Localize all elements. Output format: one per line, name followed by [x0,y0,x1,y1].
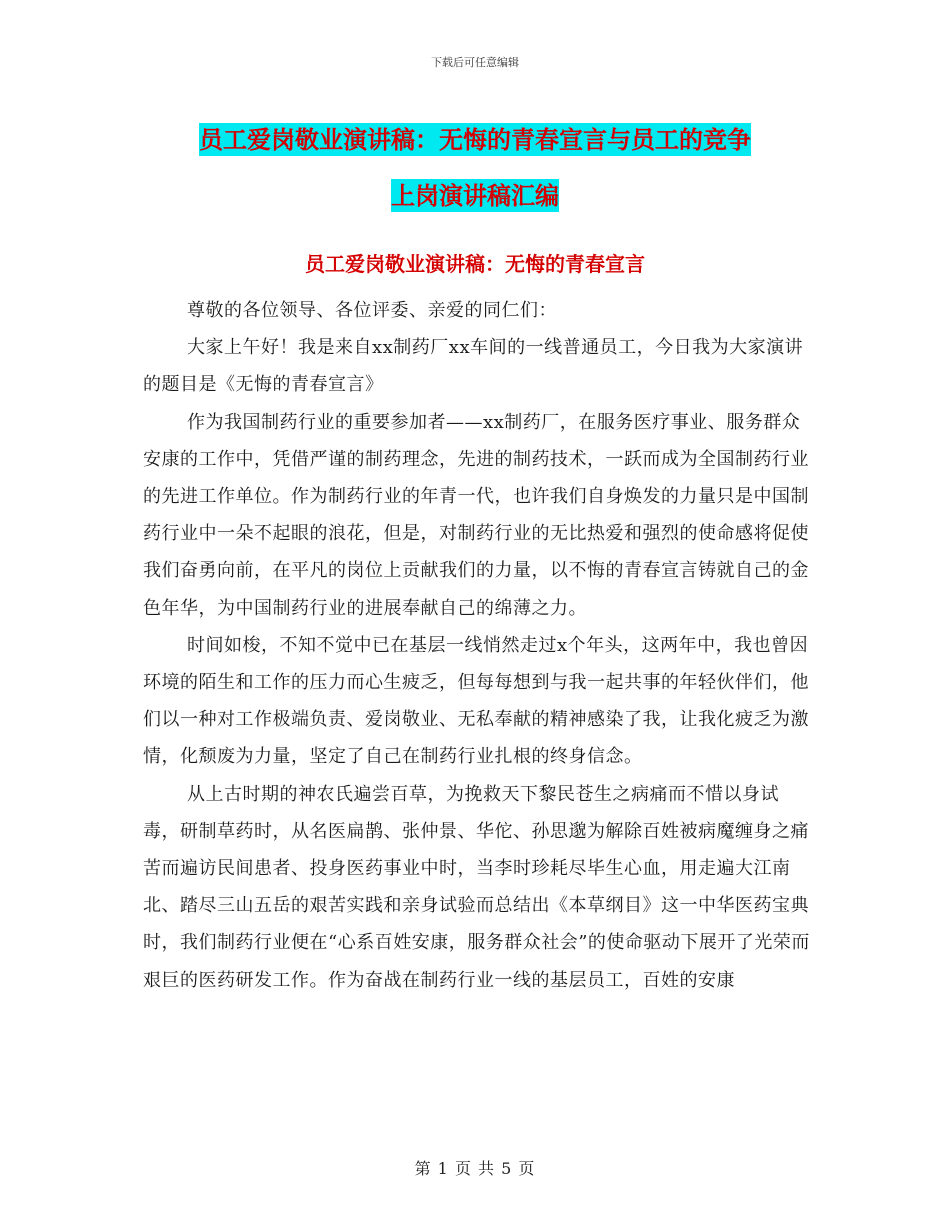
body-paragraph-1: 大家上午好！我是来自xx制药厂xx车间的一线普通员工，今日我为大家演讲的题目是《无悔的青春宣言》 [143,337,804,396]
body-paragraph-2: 作为我国制药行业的重要参加者——xx制药厂，在服务医疗事业、服务群众安康的工作中，凭借严谨的制药理念，先进的制药技术，一跃而成为全国制药行业的先进工作单位。作为制药行业的年青一代，也许我们自身焕发的力量只是中国制药行业中一朵不起眼的浪花，但是，对制药行业的无比热爱和强烈的使命感将促使我们奋勇向前，在平凡的岗位上贡献我们的力量，以不悔的青春宣言铸就自己的金色年华，为中国制药行业的进展奉献自己的绵薄之力。 [143,411,809,619]
body-paragraph-4: 从上古时期的神农氏遍尝百草，为挽救天下黎民苍生之病痛而不惜以身试毒，研制草药时，从名医扁鹊、张仲景、华佗、孙思邈为解除百姓被病魔缠身之痛苦而遍访民间患者、投身医药事业中时，当李时珍耗尽毕生心血，用走遍大江南北、踏尽三山五岳的艰苦实践和亲身试验而总结出《本草纲目》这一中华医药宝典时，我们制药行业便在“心系百姓安康，服务群众社会”的使命驱动下展开了光荣而艰巨的医药研发工作。作为奋战在制药行业一线的基层员工，百姓的安康 [143,783,810,991]
body-paragraph-3: 时间如梭，不知不觉中已在基层一线悄然走过x个年头，这两年中，我也曾因环境的陌生和工作的压力而心生疲乏，但每每想到与我一起共事的年轻伙伴们，他们以一种对工作极端负责、爱岗敬业、无私奉献的精神感染了我，让我化疲乏为激情，化颓废为力量，坚定了自己在制药行业扎根的终身信念。 [143,634,809,768]
title-line-1: 员工爱岗敬业演讲稿：无悔的青春宣言与员工的竞争 [199,125,751,154]
document-title [0,112,950,224]
header-note: 下载后可任意编辑 [431,56,519,69]
greeting-paragraph: 尊敬的各位领导、各位评委、亲爱的同仁们： [187,300,557,321]
document-body [143,292,813,999]
page-number: 第 1 页 共 5 页 [414,1159,536,1178]
section-title: 员工爱岗敬业演讲稿：无悔的青春宣言 [305,252,645,276]
title-line-2: 上岗演讲稿汇编 [391,181,559,210]
